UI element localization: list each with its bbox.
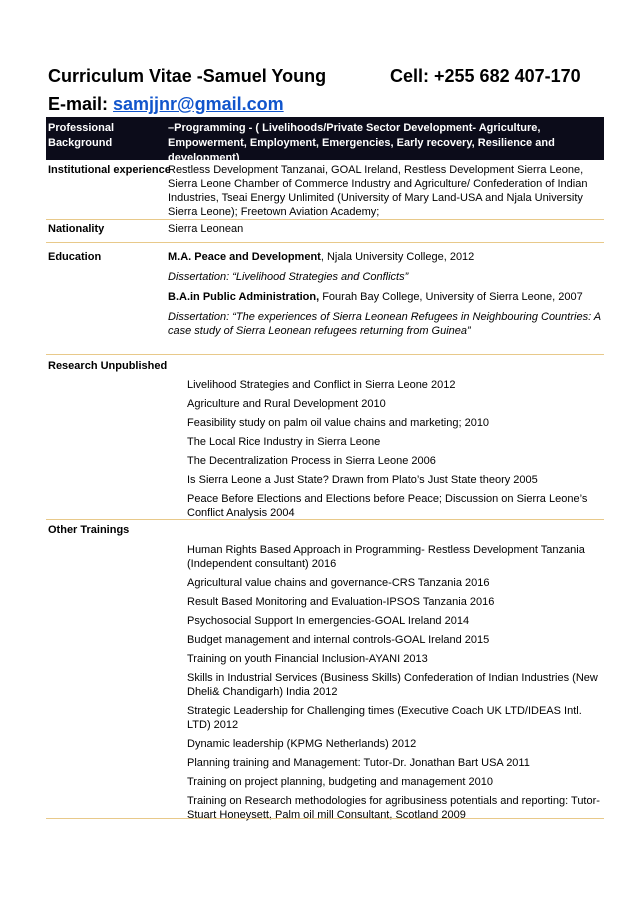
cv-title: Curriculum Vitae -Samuel Young	[48, 66, 327, 86]
ba-entry	[168, 290, 604, 304]
nationality-label: Nationality	[48, 223, 105, 235]
email-label: E-mail:	[48, 94, 109, 114]
cv-header	[46, 66, 604, 96]
ba-degree: B.A.in Public Administration,	[168, 291, 320, 303]
ma-degree: M.A. Peace and Development	[168, 251, 321, 263]
training-item: Strategic Leadership for Challenging times (Executive Coach UK LTD/IDEAS Intl. LTD) 2012	[187, 705, 582, 731]
training-item: Skills in Industrial Services (Business Skills) Confederation of Indian Industries (New Dheli& Chandigarh) India 2012	[187, 672, 598, 698]
research-item: Feasibility study on palm oil value chains and marketing; 2010	[187, 417, 490, 429]
training-item: Dynamic leadership (KPMG Netherlands) 2012	[187, 738, 417, 750]
section-divider	[46, 354, 604, 355]
research-item: The Local Rice Industry in Sierra Leone	[187, 436, 381, 448]
education-label: Education	[48, 251, 102, 263]
research-item: Is Sierra Leone a Just State? Drawn from Plato’s Just State theory 2005	[187, 474, 538, 486]
training-item: Training on project planning, budgeting and management 2010	[187, 776, 493, 788]
research-list	[187, 378, 603, 520]
ba-dissertation: Dissertation: “The experiences of Sierra Leonean Refugees in Neighbouring Countries: A case study of Sierra Leonean refugees returning from Guinea”	[168, 311, 601, 337]
section-divider	[46, 219, 604, 220]
research-item: Agriculture and Rural Development 2010	[187, 398, 386, 410]
training-item: Training on Research methodologies for agribusiness potentials and reporting: Tutor-Stuart Honeysett, Palm oil mill Consultant, Scotland 2009	[187, 795, 600, 821]
training-item: Human Rights Based Approach in Programming- Restless Development Tanzania (Independent consultant) 2016	[187, 544, 585, 570]
research-item: Peace Before Elections and Elections before Peace; Discussion on Sierra Leone’s Conflict Analysis 2004	[187, 493, 588, 519]
trainings-list	[187, 543, 603, 822]
institutional-experience-text: Restless Development Tanzanai, GOAL Ireland, Restless Development Sierra Leone, Sierra Leone Chamber of Commerce Industry and Agriculture/ Confederation of Indian Industries, Tsеai Energy Unlimited (University of Mary Land-USA and Njala University Sierra Leone); Freetown Aviation Academy;	[168, 164, 588, 218]
cell-phone: Cell: +255 682 407-170	[390, 66, 581, 86]
professional-background-row	[46, 117, 604, 164]
training-item: Training on youth Financial Inclusion-AYANI 2013	[187, 653, 428, 665]
ma-entry	[168, 250, 604, 264]
training-item: Psychosocial Support In emergencies-GOAL Ireland 2014	[187, 615, 470, 627]
research-item: Livelihood Strategies and Conflict in Sierra Leone 2012	[187, 379, 456, 391]
ma-institution: , Njala University College, 2012	[320, 251, 475, 263]
section-divider	[46, 519, 604, 520]
research-item: The Decentralization Process in Sierra Leone 2006	[187, 455, 436, 467]
education-block	[168, 250, 604, 338]
email-row	[48, 94, 284, 115]
trainings-label: Other Trainings	[48, 524, 130, 536]
nationality-value: Sierra Leonean	[168, 223, 244, 235]
training-item: Planning training and Management: Tutor-Dr. Jonathan Bart USA 2011	[187, 757, 530, 769]
section-divider	[46, 242, 604, 243]
research-label: Research Unpublished	[48, 360, 168, 372]
ma-dissertation: Dissertation: “Livelihood Strategies and Conflicts”	[168, 271, 409, 283]
section-divider	[46, 818, 604, 819]
professional-background-text: –Programming - ( Livelihoods/Private Sector Development- Agriculture, Empowerment, Employment, Emergencies, Early recovery, Resilience and development)	[168, 122, 555, 164]
institutional-experience-label: Institutional experience	[48, 164, 171, 176]
professional-background-label: Professional Background	[48, 122, 115, 149]
email-link[interactable]: samjjnr@gmail.com	[113, 94, 284, 114]
training-item: Budget management and internal controls-GOAL Ireland 2015	[187, 634, 490, 646]
training-item: Agricultural value chains and governance-CRS Tanzania 2016	[187, 577, 490, 589]
training-item: Result Based Monitoring and Evaluation-IPSOS Tanzania 2016	[187, 596, 495, 608]
ba-institution: Fourah Bay College, University of Sierra Leone, 2007	[319, 291, 583, 303]
